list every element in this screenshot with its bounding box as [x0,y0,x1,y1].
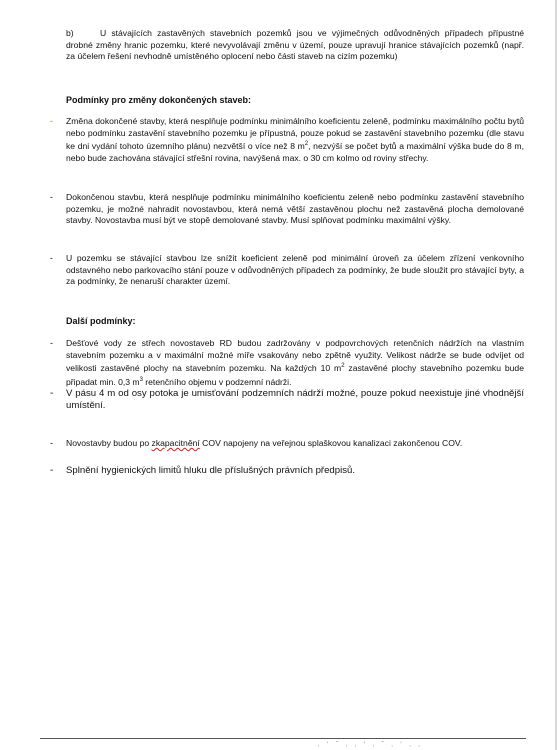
list-dash: - [50,192,53,202]
superscript: 3 [139,376,143,383]
list-dash: - [50,253,53,263]
list-item-text-part: retenčního objemu v podzemní nádrži. [142,376,292,387]
list-item-text-part: Novostavby budou po [66,438,152,448]
footer-divider [40,738,526,739]
list-item-text: Splnění hygienických limitů hluku dle příslušných právních předpisů. [66,465,356,476]
list-item-text [66,116,524,164]
list-item-text [66,338,524,388]
section-heading-changes: Podmínky pro změny dokončených staveb: [66,95,252,105]
spellcheck-word[interactable]: zkapacitnění [151,438,200,448]
section-heading-other: Další podmínky: [66,316,136,326]
list-item-text [66,438,524,450]
footer-text-fragment: ‚ ‘ ˇ ‚ ‚ ‘ ‚ ˇ ‚ ‘ ‚ ‚ [318,742,423,748]
list-item-text-part: Dešťové vody ze střech novostaveb RD budou zadržovány v podpovrchových retenčních nádržích na vlastním stavebním pozemku a v maximální možné míře vsakovány nebo zpětně využity. Velikost nádrže se bude odvíjet od velikosti zastavěné plochy na stavebním pozemku. Na každých 10 m [66,338,524,374]
list-dash: - [50,438,53,448]
list-item-text-part: zastavěné plochy stavebního pozemku bude připadat min. 0,3 m [66,363,524,387]
list-dash: - [50,116,53,126]
intro-paragraph [66,28,524,63]
list-item-text-part: COV napojeny na veřejnou splaškovou kanalizaci zakončenou COV. [199,438,463,448]
list-item-text: Dokončenou stavbu, která nesplňuje podmínku minimálního koeficientu zeleně nebo podmínku zastavění stavebního pozemku, je možné nahradit novostavbou, která nemá větší zastavěnou plochu než zastavěná plocha demolované stavby. Novostavba musí být ve stopě demolované stavby. Musí splňovat podmínku maximální výšky. [66,192,524,226]
list-item-text: U pozemku se stávající stavbou lze snížit koeficient zeleně pod minimální úroveň za účelem zřízení venkovního odstavného nebo parkovacího stání pouze v odůvodněných případech za podmínky, že bude sloužit pro stávající byty, a za podmínky, že nenaruší charakter území. [66,253,524,287]
list-item-text-part: , nezvýší se počet bytů a maximální výška bude do 8 m, nebo bude zachována stávající střešní rovina, navýšená max. o 30 cm kolmo od roviny střechy. [66,141,524,163]
superscript: 2 [341,363,345,370]
list-item-text-part: Změna dokončené stavby, která nesplňuje podmínku minimálního koeficientu zeleně, podmínku maximálního počtu bytů nebo podmínku zastavění stavebního pozemku je přípustná, pouze pokud se zastavění stavebního pozemku (dle stavu ke dni vydání tohoto územního plánu) nezvětší o více než 8 m [66,116,524,152]
superscript: 2 [304,141,309,148]
list-dash: - [50,338,53,348]
list-dash: - [50,465,54,476]
list-item-text: V pásu 4 m od osy potoka je umisťování podzemních nádrží možné, pouze pokud neexistuje jiné vhodnější umístění. [66,388,524,412]
intro-text: U stávajících zastavěných stavebních pozemků jsou ve výjimečných odůvodněných případech přípustné drobné změny hranic pozemku, které nevyvolávají změnu v území, pouze upravují hranice stávajících pozemků (např. za účelem řešení nevhodně umístěného oplocení nebo části staveb na cizím pozemku) [66,28,524,62]
intro-label: b) [66,28,74,38]
list-dash: - [50,388,54,399]
